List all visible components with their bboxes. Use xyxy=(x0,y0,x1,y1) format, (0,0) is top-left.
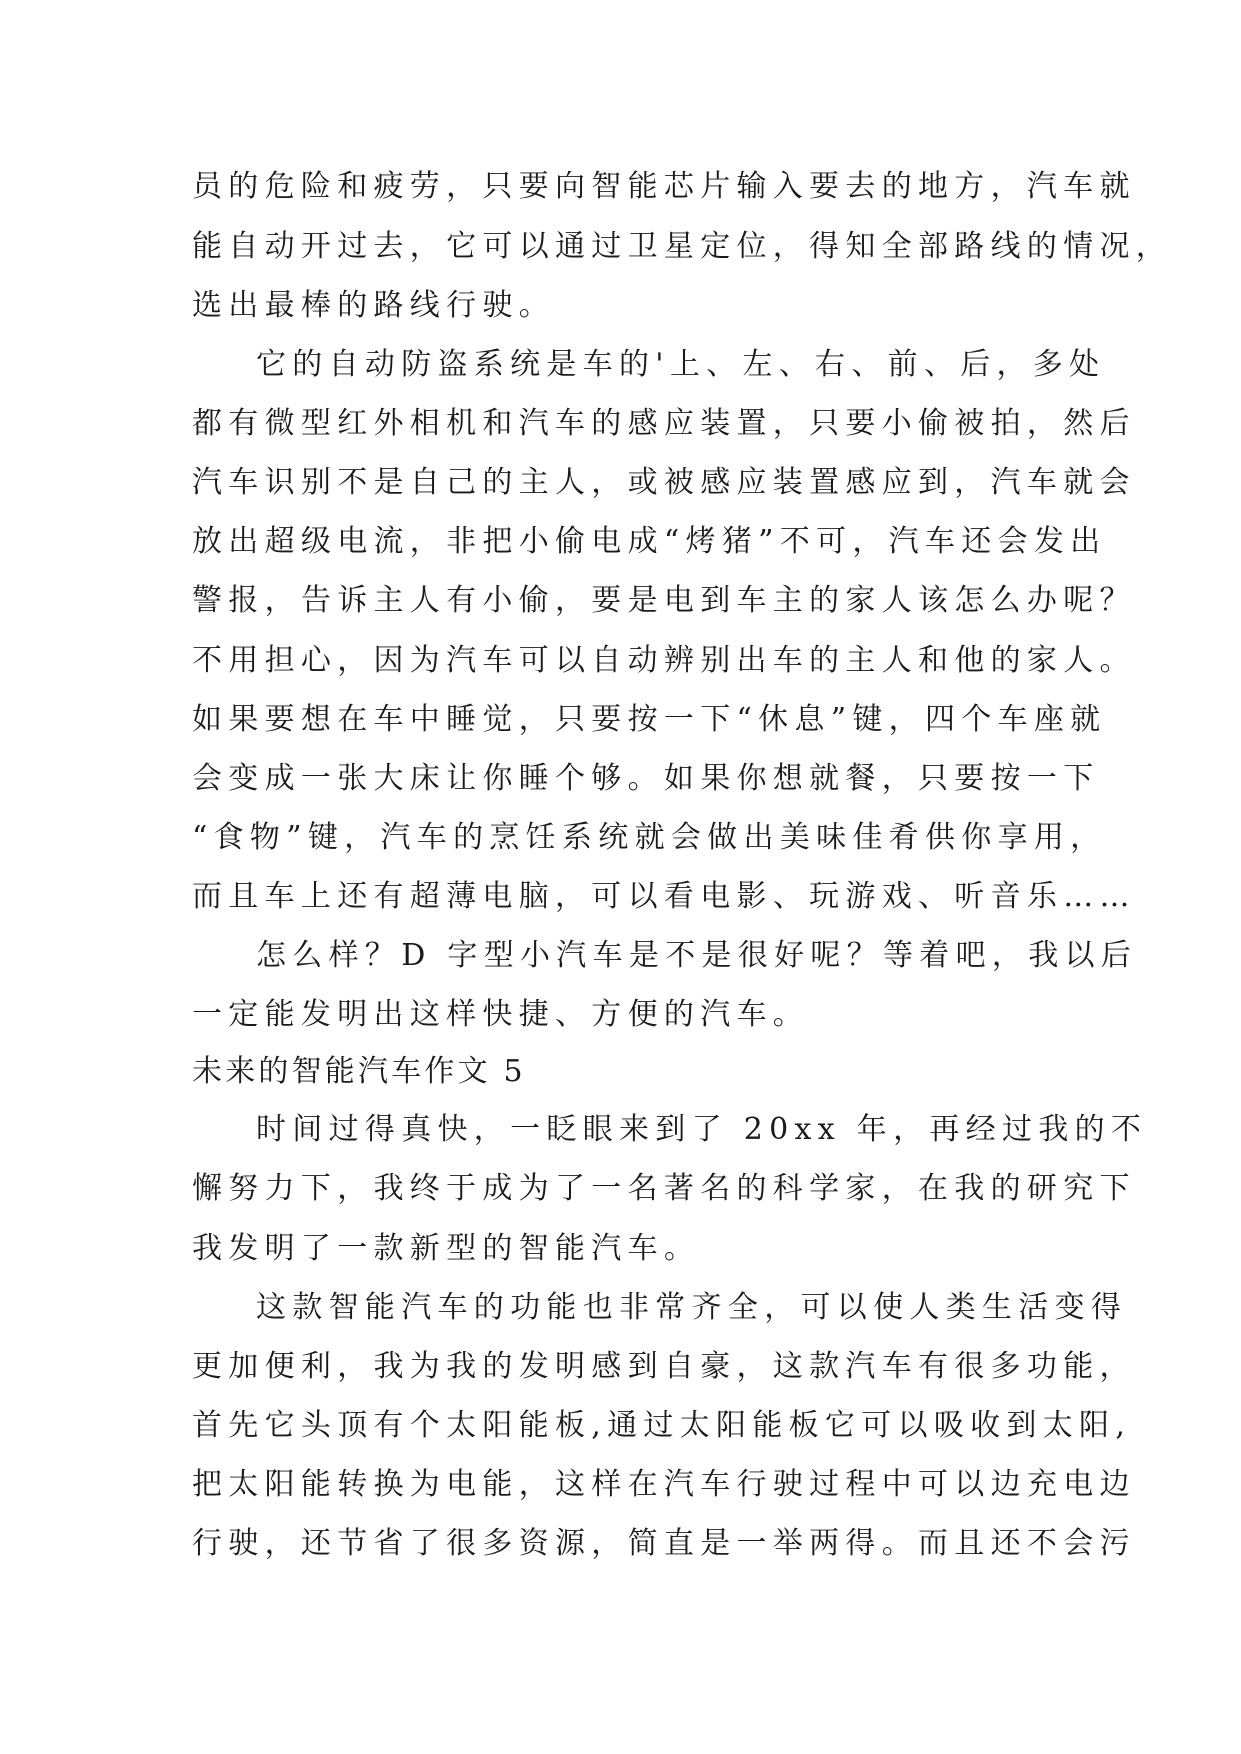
text-line: 如果要想在车中睡觉，只要按一下“休息”键，四个车座就 xyxy=(192,702,1107,737)
text-line: 首先它头顶有个太阳能板,通过太阳能板它可以吸收到太阳, xyxy=(192,1408,1132,1443)
text-line: 都有微型红外相机和汽车的感应装置，只要小偷被拍，然后 xyxy=(192,406,1136,441)
text-line: 我发明了一款新型的智能汽车。 xyxy=(192,1231,701,1266)
text-line: 而且车上还有超薄电脑，可以看电影、玩游戏、听音乐…… xyxy=(192,879,1136,914)
text-line: 能自动开过去，它可以通过卫星定位，得知全部路线的情况， xyxy=(192,229,1173,264)
paragraph-first-line: 这款智能汽车的功能也非常齐全，可以使人类生活变得 xyxy=(256,1290,1128,1325)
text-line: 把太阳能转换为电能，这样在汽车行驶过程中可以边充电边 xyxy=(192,1467,1136,1502)
section-heading: 未来的智能汽车作文 5 xyxy=(192,1054,526,1089)
paragraph-first-line: 怎么样？D 字型小汽车是不是很好呢？等着吧，我以后 xyxy=(256,938,1138,973)
paragraph-first-line: 时间过得真快，一眨眼来到了 20xx 年，再经过我的不 xyxy=(256,1112,1148,1147)
text-line: 更加便利，我为我的发明感到自豪，这款汽车有很多功能， xyxy=(192,1349,1136,1384)
text-line: 选出最棒的路线行驶。 xyxy=(192,288,555,323)
text-line: 放出超级电流，非把小偷电成“烤猪”不可，汽车还会发出 xyxy=(192,524,1107,559)
text-line: 行驶，还节省了很多资源，简直是一举两得。而且还不会污 xyxy=(192,1526,1136,1561)
text-line: 不用担心，因为汽车可以自动辨别出车的主人和他的家人。 xyxy=(192,643,1136,678)
text-line: 员的危险和疲劳，只要向智能芯片输入要去的地方，汽车就 xyxy=(192,169,1136,204)
text-line: “食物”键，汽车的烹饪系统就会做出美味佳肴供你享用， xyxy=(192,820,1107,855)
text-line: 懈努力下，我终于成为了一名著名的科学家，在我的研究下 xyxy=(192,1171,1136,1206)
text-line: 警报，告诉主人有小偷，要是电到车主的家人该怎么办呢？ xyxy=(192,583,1136,618)
text-line: 会变成一张大床让你睡个够。如果你想就餐，只要按一下 xyxy=(192,761,1100,796)
text-line: 汽车识别不是自己的主人，或被感应装置感应到，汽车就会 xyxy=(192,465,1136,500)
paragraph-first-line: 它的自动防盗系统是车的'上、左、右、前、后，多处 xyxy=(256,347,1106,382)
text-line: 一定能发明出这样快捷、方便的汽车。 xyxy=(192,997,810,1032)
